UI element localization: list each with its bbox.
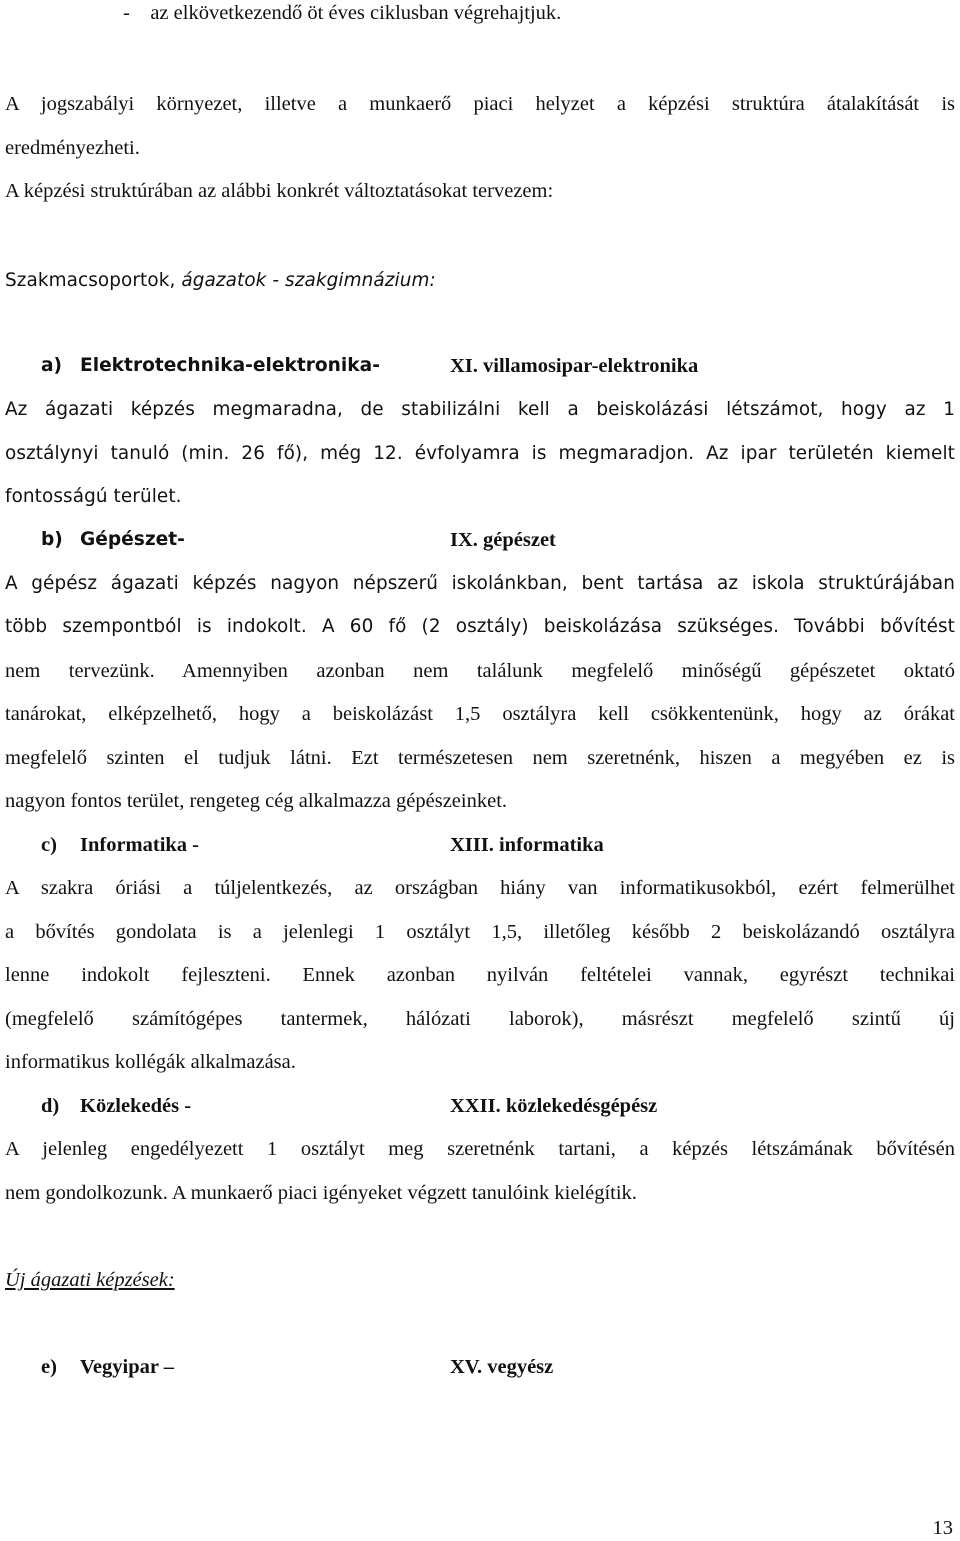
section-c-line: informatikus kollégák alkalmazása.: [5, 1051, 296, 1073]
section-d-code: XXII. közlekedésgépész: [450, 1095, 658, 1117]
section-b-line: A gépész ágazati képzés nagyon népszerű iskolánkban, bent tartása az iskola struktúrájában: [5, 573, 955, 594]
section-b-letter: b): [41, 529, 63, 550]
section-b-line: megfelelő szinten el tudjuk látni. Ezt természetesen nem szeretnénk, hiszen a megyében ez is: [5, 747, 955, 769]
section-b-line: tanárokat, elképzelhető, hogy a beiskolázást 1,5 osztályra kell csökkentenünk, hogy az órákat: [5, 703, 955, 725]
section-e-code: XV. vegyész: [450, 1356, 554, 1378]
section-e-name: Vegyipar –: [80, 1356, 174, 1378]
paragraph-line: A képzési struktúrában az alábbi konkrét változtatásokat tervezem:: [5, 180, 554, 202]
section-a-line: fontosságú terület.: [5, 486, 182, 507]
section-c-letter: c): [41, 834, 57, 856]
subheading-part: Szakmacsoportok,: [5, 270, 182, 291]
section-d-name: Közlekedés -: [80, 1095, 192, 1117]
section-d-letter: d): [41, 1095, 60, 1117]
section-a-letter: a): [41, 355, 63, 376]
page-number: 13: [932, 1517, 953, 1539]
section-b-line: nagyon fontos terület, rengeteg cég alkalmazza gépészeinket.: [5, 790, 508, 812]
section-b-line: több szempontból is indokolt. A 60 fő (2 osztály) beiskolázása szükséges. További bővítést: [5, 616, 955, 637]
section-b-line: nem tervezünk. Amennyiben azonban nem találunk megfelelő minőségű gépészetet oktató: [5, 660, 955, 682]
section-d-line: nem gondolkozunk. A munkaerő piaci igényeket végzett tanulóink kielégítik.: [5, 1182, 637, 1204]
section-e-letter: e): [41, 1356, 57, 1378]
paragraph-line: eredményezheti.: [5, 137, 140, 159]
subheading-italic: ágazatok - szakgimnázium:: [181, 270, 436, 291]
section-c-code: XIII. informatika: [450, 834, 604, 856]
section-d-line: A jelenleg engedélyezett 1 osztályt meg szeretnénk tartani, a képzés létszámának bővítésén: [5, 1138, 955, 1160]
section-c-line: a bővítés gondolata is a jelenlegi 1 osztályt 1,5, illetőleg később 2 beiskolázandó osztályra: [5, 921, 955, 943]
section-a-code: XI. villamosipar-elektronika: [450, 355, 699, 377]
section-c-line: lenne indokolt fejleszteni. Ennek azonban nyilván feltételei vannak, egyrészt technikai: [5, 964, 955, 986]
section-c-line: (megfelelő számítógépes tantermek, hálózati laborok), másrészt megfelelő szintű új: [5, 1008, 955, 1030]
bullet-line: - az elkövetkezendő öt éves ciklusban végrehajtjuk.: [123, 2, 562, 24]
section-a-line: Az ágazati képzés megmaradna, de stabilizálni kell a beiskolázási létszámot, hogy az 1: [5, 399, 955, 420]
section-c-name: Informatika -: [80, 834, 200, 856]
section-b-code: IX. gépészet: [450, 529, 556, 551]
section-a-name: Elektrotechnika-elektronika-: [80, 355, 380, 376]
section-b-name: Gépészet-: [80, 529, 185, 550]
section-a-line: osztálynyi tanuló (min. 26 fő), még 12. évfolyamra is megmaradjon. Az ipar területén kiemelt: [5, 443, 955, 464]
section-c-line: A szakra óriási a túljelentkezés, az országban hiány van informatikusokból, ezért felmerülhet: [5, 877, 955, 899]
paragraph-line: A jogszabályi környezet, illetve a munkaerő piaci helyzet a képzési struktúra átalakítását is: [5, 93, 955, 115]
new-training-heading: Új ágazati képzések:: [5, 1269, 175, 1291]
subheading: [5, 268, 955, 294]
